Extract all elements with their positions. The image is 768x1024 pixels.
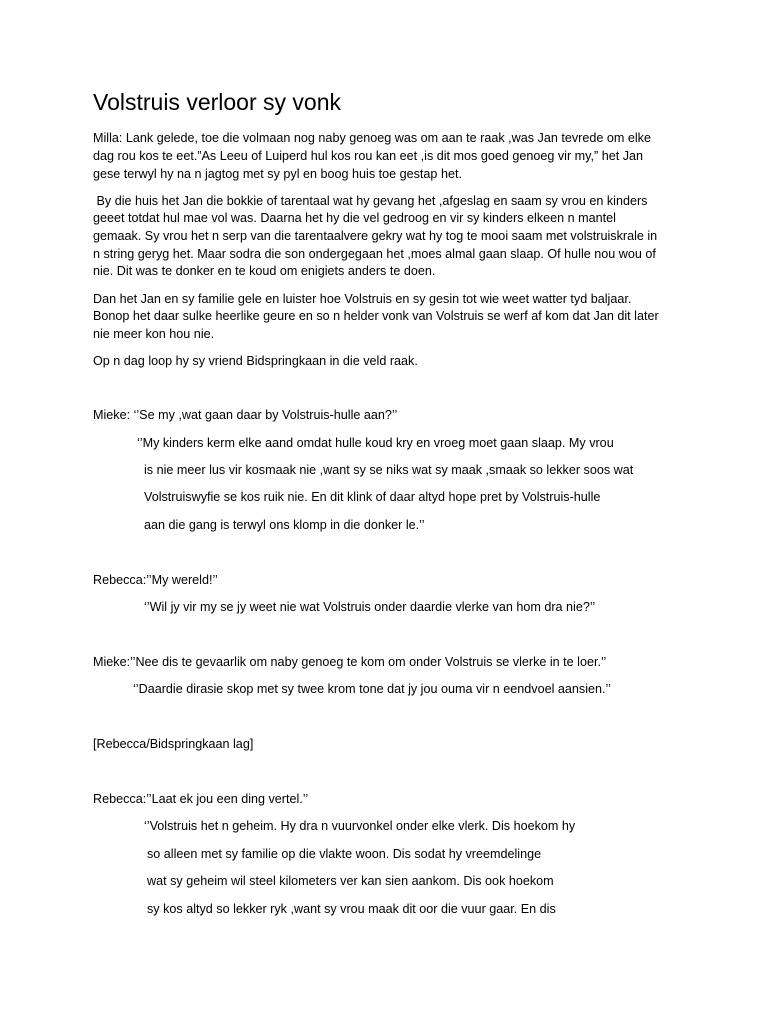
dialogue-line: is nie meer lus vir kosmaak nie ,want sy se niks wat sy maak ,smaak so lekker soos wat — [144, 463, 634, 477]
dialogue-line: so alleen met sy familie op die vlakte woon. Dis sodat hy vreemdelinge — [147, 847, 542, 861]
dialogue-line: aan die gang is terwyl ons klomp in die donker le.’’ — [144, 518, 425, 532]
paragraph-line: Milla: Lank gelede, toe die volmaan nog naby genoeg was om aan te raak ,was Jan tevrede om elke — [93, 131, 651, 145]
paragraph-line: nie meer kon hou nie. — [93, 327, 215, 341]
paragraph-line: n string geryg het. Maar sodra die son ondergegaan het ,moes almal gaan slaap. Of hulle nou wou of — [93, 247, 656, 261]
dialogue-line: Rebecca:’’Laat ek jou een ding vertel.’’ — [93, 792, 309, 806]
dialogue-line: ‘’Daardie dirasie skop met sy twee krom tone dat jy jou ouma vir n eendvoel aansien.’’ — [133, 682, 611, 696]
paragraph-line: By die huis het Jan die bokkie of tarentaal wat hy gevang het ,afgeslag en saam sy vrou en kinders — [93, 194, 648, 208]
dialogue-line: wat sy geheim wil steel kilometers ver kan sien aankom. Dis ook hoekom — [147, 874, 554, 888]
dialogue-line: ‘’Volstruis het n geheim. Hy dra n vuurvonkel onder elke vlerk. Dis hoekom hy — [144, 819, 576, 833]
paragraph-line: gemaak. Sy vrou het n serp van die tarentaalvere gekry wat hy tog te mooi saam met volstruiskrale in — [93, 229, 658, 243]
dialogue-line: Mieke:’’Nee dis te gevaarlik om naby genoeg te kom om onder Volstruis se vlerke in te loer.’’ — [93, 655, 607, 669]
dialogue-line: sy kos altyd so lekker ryk ,want sy vrou maak dit oor die vuur gaar. En dis — [147, 902, 556, 916]
paragraph-line: dag rou kos te eet.”As Leeu of Luiperd hul kos rou kan eet ,is dit mos goed genoeg vir my,” het Jan — [93, 149, 644, 163]
paragraph-line: gese terwyl hy na n jagtog met sy pyl en boog huis toe gestap het. — [93, 167, 462, 181]
dialogue-line: Mieke: ‘’Se my ,wat gaan daar by Volstruis-hulle aan?’’ — [93, 408, 398, 422]
paragraph-line: Dan het Jan en sy familie gele en luister hoe Volstruis en sy gesin tot wie weet watter tyd baljaar. — [93, 292, 632, 306]
dialogue-line: ‘’Wil jy vir my se jy weet nie wat Volstruis onder daardie vlerke van hom dra nie?’’ — [144, 600, 596, 614]
dialogue-line: Volstruiswyfie se kos ruik nie. En dit klink of daar altyd hope pret by Volstruis-hulle — [144, 490, 601, 504]
dialogue-line: ‘’My kinders kerm elke aand omdat hulle koud kry en vroeg moet gaan slaap. My vrou — [137, 436, 614, 450]
document-title: Volstruis verloor sy vonk — [93, 89, 341, 115]
stage-direction: [Rebecca/Bidspringkaan lag] — [93, 737, 254, 751]
paragraph-line: geeet totdat hul mae vol was. Daarna het hy die vel gedroog en vir sy kinders elkeen n mantel — [93, 211, 616, 225]
dialogue-line: Rebecca:’’My wereld!’’ — [93, 573, 218, 587]
paragraph-line: Bonop het daar sulke heerlike geure en so n helder vonk van Volstruis se werf af kom dat Jan dit later — [93, 309, 659, 323]
paragraph-line: nie. Dit was te donker en te koud om enigiets anders te doen. — [93, 264, 436, 278]
paragraph-line: Op n dag loop hy sy vriend Bidspringkaan in die veld raak. — [93, 354, 418, 368]
